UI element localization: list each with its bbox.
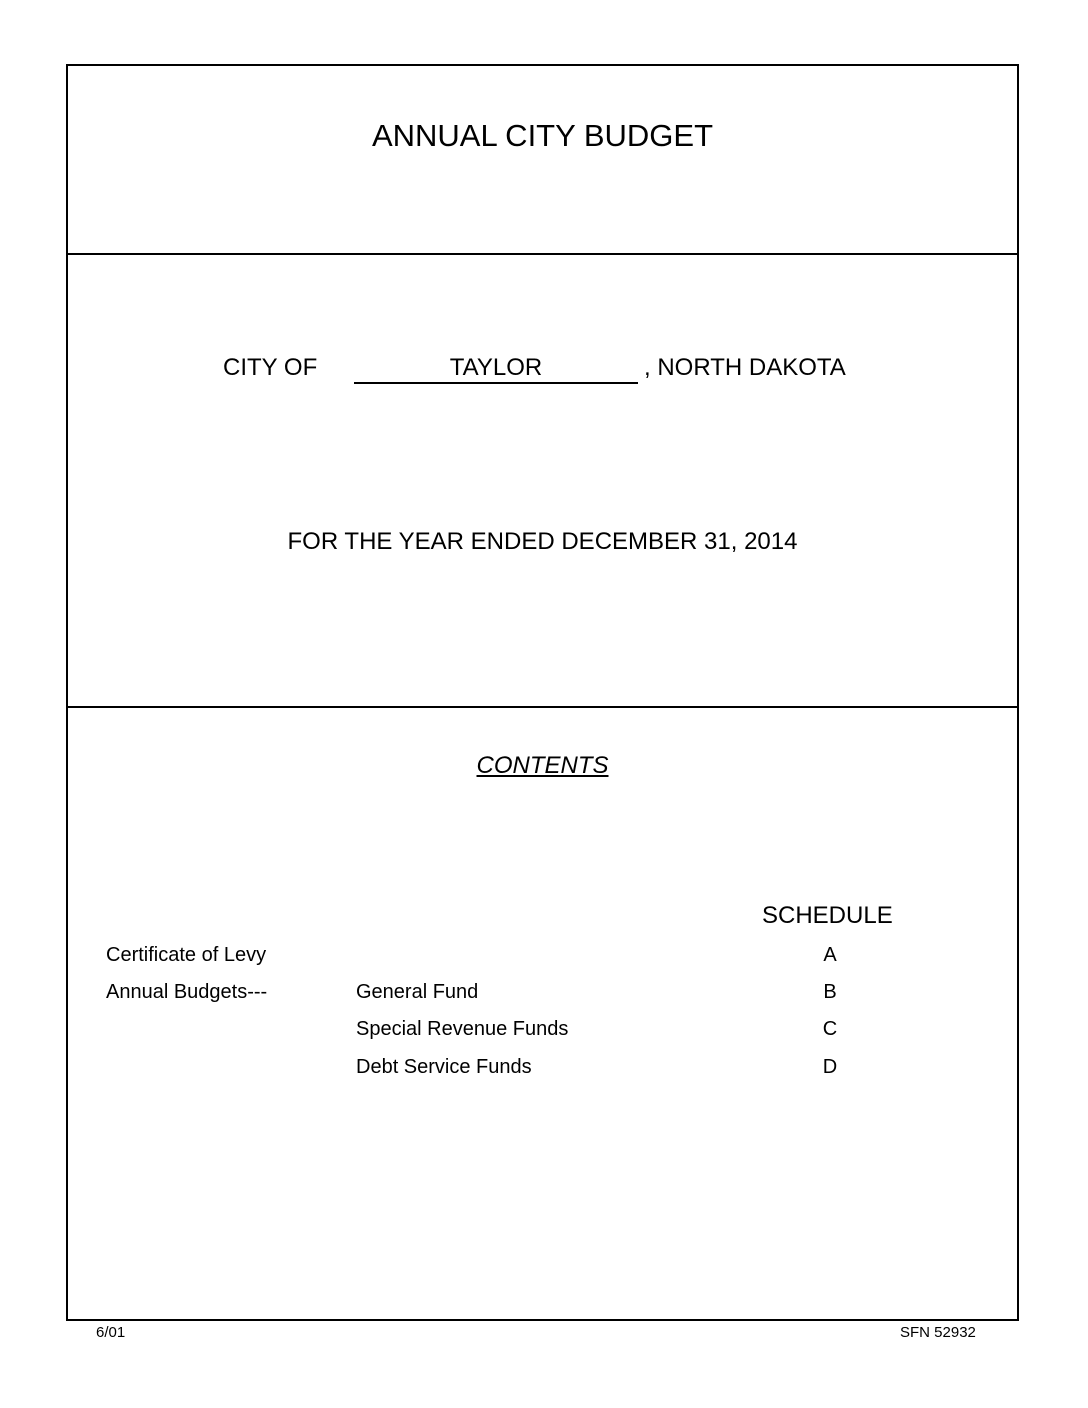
contents-row <box>68 1056 1017 1086</box>
contents-row-schedule: A <box>823 944 837 966</box>
document-title: ANNUAL CITY BUDGET <box>371 118 714 153</box>
contents-row <box>68 944 1017 974</box>
form-number: SFN 52932 <box>900 1324 976 1341</box>
contents-row-label: Certificate of Levy <box>106 944 267 966</box>
city-prefix-label: CITY OF <box>223 354 318 381</box>
schedule-column-heading: SCHEDULE <box>762 902 893 929</box>
contents-heading: CONTENTS <box>476 752 609 779</box>
contents-row <box>68 981 1017 1011</box>
state-label: , NORTH DAKOTA <box>644 354 846 381</box>
contents-row-schedule: D <box>822 1056 838 1078</box>
city-name-field: TAYLOR <box>354 354 638 384</box>
contents-row-sub: Debt Service Funds <box>356 1056 532 1078</box>
contents-row-sub: Special Revenue Funds <box>356 1018 569 1040</box>
form-revision-date: 6/01 <box>96 1324 126 1341</box>
contents-row-schedule: B <box>823 981 837 1003</box>
contents-row-schedule: C <box>822 1018 838 1040</box>
contents-row <box>68 1018 1017 1048</box>
contents-row-sub: General Fund <box>356 981 479 1003</box>
form-frame <box>66 64 1019 1321</box>
fiscal-year-line: FOR THE YEAR ENDED DECEMBER 31, 2014 <box>287 528 798 555</box>
city-line-row <box>68 354 1017 390</box>
section-divider-top <box>68 253 1017 255</box>
contents-row-label: Annual Budgets--- <box>106 981 268 1003</box>
section-divider-bottom <box>68 706 1017 708</box>
